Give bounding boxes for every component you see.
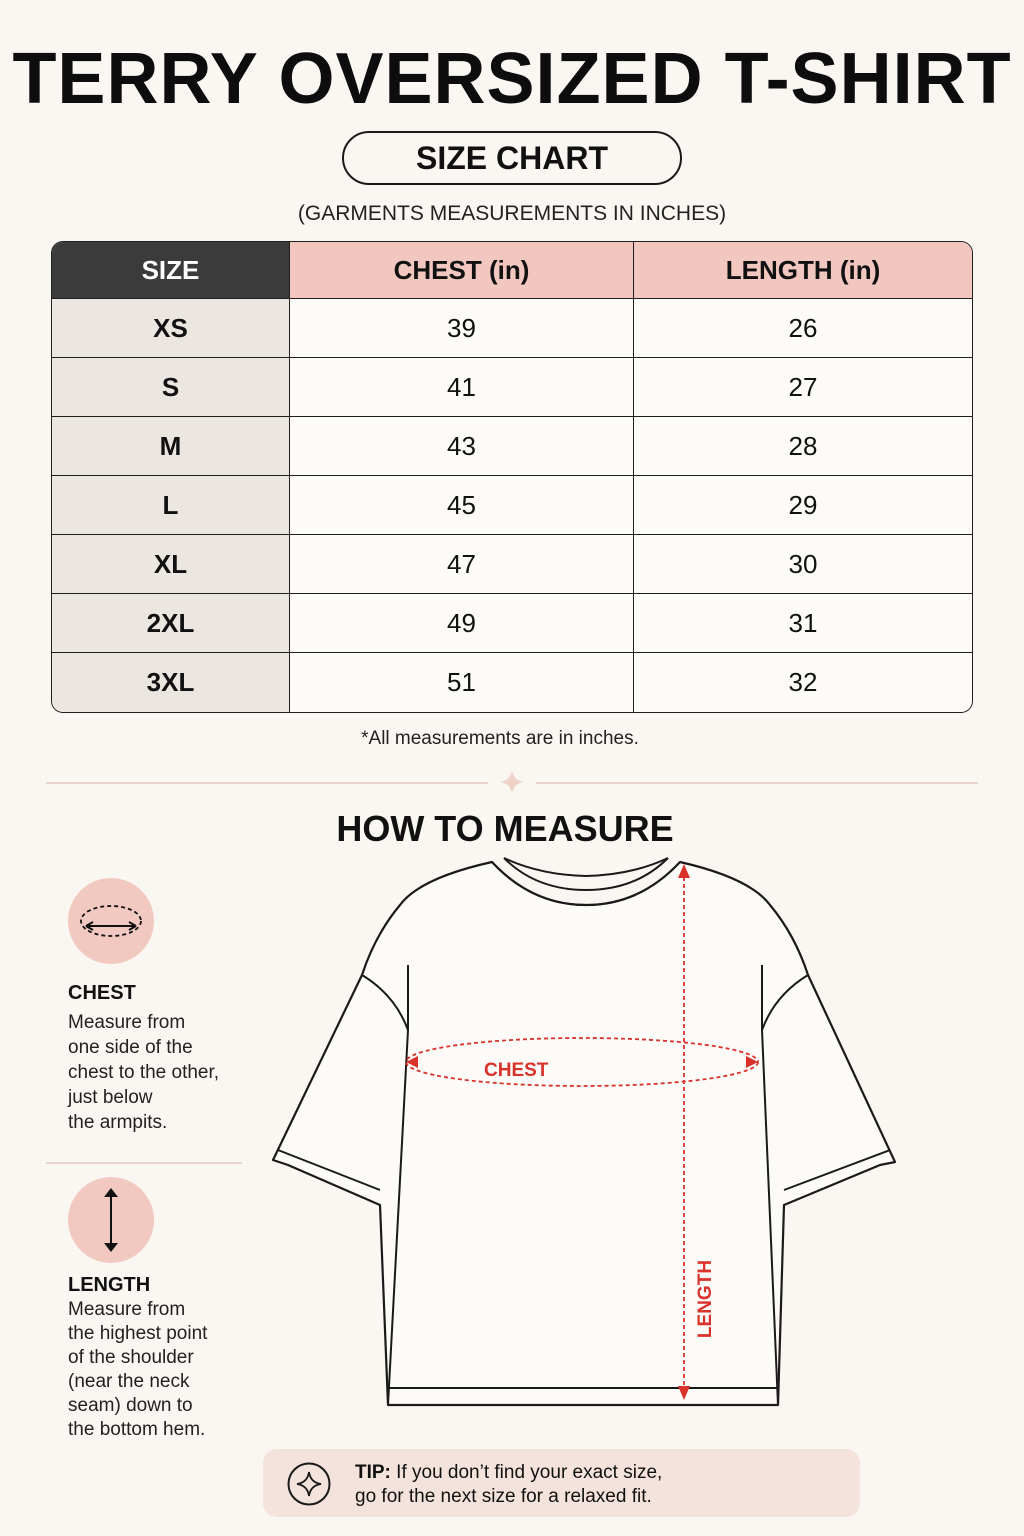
- diagram-length-label: LENGTH: [695, 1259, 716, 1339]
- length-cell: 30: [634, 535, 972, 594]
- size-chart-badge: SIZE CHART: [342, 131, 682, 185]
- table-row: [52, 653, 972, 712]
- sparkle-icon: [498, 768, 526, 796]
- length-guide-line: seam) down to: [68, 1395, 193, 1416]
- diagram-chest-label: CHEST: [484, 1060, 549, 1081]
- size-cell: L: [52, 476, 290, 535]
- chest-guide-line: chest to the other,: [68, 1062, 220, 1083]
- size-cell: XS: [52, 299, 290, 358]
- chest-measure-icon: [68, 878, 154, 964]
- chest-guide-text: [68, 1010, 248, 1135]
- tip-label: TIP:: [355, 1462, 391, 1483]
- table-row: [52, 594, 972, 653]
- measurement-subtitle: (GARMENTS MEASUREMENTS IN INCHES): [297, 202, 727, 225]
- chest-cell: 49: [290, 594, 634, 653]
- length-cell: 26: [634, 299, 972, 358]
- chest-guide-line: one side of the: [68, 1037, 193, 1058]
- length-guide-line: Measure from: [68, 1299, 186, 1320]
- length-guide-title: LENGTH: [68, 1274, 151, 1296]
- table-row: [52, 476, 972, 535]
- size-cell: 3XL: [52, 653, 290, 712]
- length-cell: 28: [634, 417, 972, 476]
- sparkle-tip-icon: [287, 1462, 331, 1506]
- how-to-measure-heading: HOW TO MEASURE: [336, 808, 674, 849]
- tip-line-2: go for the next size for a relaxed fit.: [355, 1486, 652, 1507]
- length-guide-line: of the shoulder: [68, 1347, 194, 1368]
- length-measure-icon: [68, 1177, 154, 1263]
- column-header-size: SIZE: [52, 242, 290, 299]
- size-cell: XL: [52, 535, 290, 594]
- guide-divider: [46, 1162, 242, 1164]
- tip-box: [263, 1449, 860, 1517]
- section-divider-right: [536, 782, 978, 784]
- chest-cell: 43: [290, 417, 634, 476]
- size-table: [51, 241, 973, 713]
- size-cell: 2XL: [52, 594, 290, 653]
- section-divider-left: [46, 782, 488, 784]
- chest-cell: 39: [290, 299, 634, 358]
- column-header-chest: CHEST (in): [290, 242, 634, 299]
- table-row: [52, 417, 972, 476]
- tip-text: [355, 1461, 845, 1509]
- tip-line-1-text: If you don’t find your exact size,: [390, 1462, 663, 1483]
- chest-cell: 41: [290, 358, 634, 417]
- page-title: TERRY OVERSIZED T-SHIRT: [12, 39, 1012, 119]
- tip-line-1: [355, 1461, 845, 1485]
- tshirt-diagram: [260, 850, 910, 1420]
- table-row: [52, 535, 972, 594]
- length-guide-line: the highest point: [68, 1323, 208, 1344]
- chest-cell: 51: [290, 653, 634, 712]
- chest-guide-line: the armpits.: [68, 1112, 168, 1133]
- chest-guide-line: Measure from: [68, 1012, 186, 1033]
- length-cell: 31: [634, 594, 972, 653]
- chest-cell: 47: [290, 535, 634, 594]
- chest-cell: 45: [290, 476, 634, 535]
- length-guide-text: [68, 1298, 248, 1442]
- table-header-row: [52, 242, 972, 299]
- size-cell: S: [52, 358, 290, 417]
- column-header-length: LENGTH (in): [634, 242, 972, 299]
- length-cell: 27: [634, 358, 972, 417]
- length-guide-line: (near the neck: [68, 1371, 190, 1392]
- chest-guide-title: CHEST: [68, 982, 136, 1004]
- length-cell: 29: [634, 476, 972, 535]
- table-row: [52, 358, 972, 417]
- table-footnote: *All measurements are in inches.: [361, 728, 639, 749]
- size-cell: M: [52, 417, 290, 476]
- table-row: [52, 299, 972, 358]
- length-cell: 32: [634, 653, 972, 712]
- chest-guide-line: just below: [68, 1087, 153, 1108]
- length-guide-line: the bottom hem.: [68, 1419, 206, 1440]
